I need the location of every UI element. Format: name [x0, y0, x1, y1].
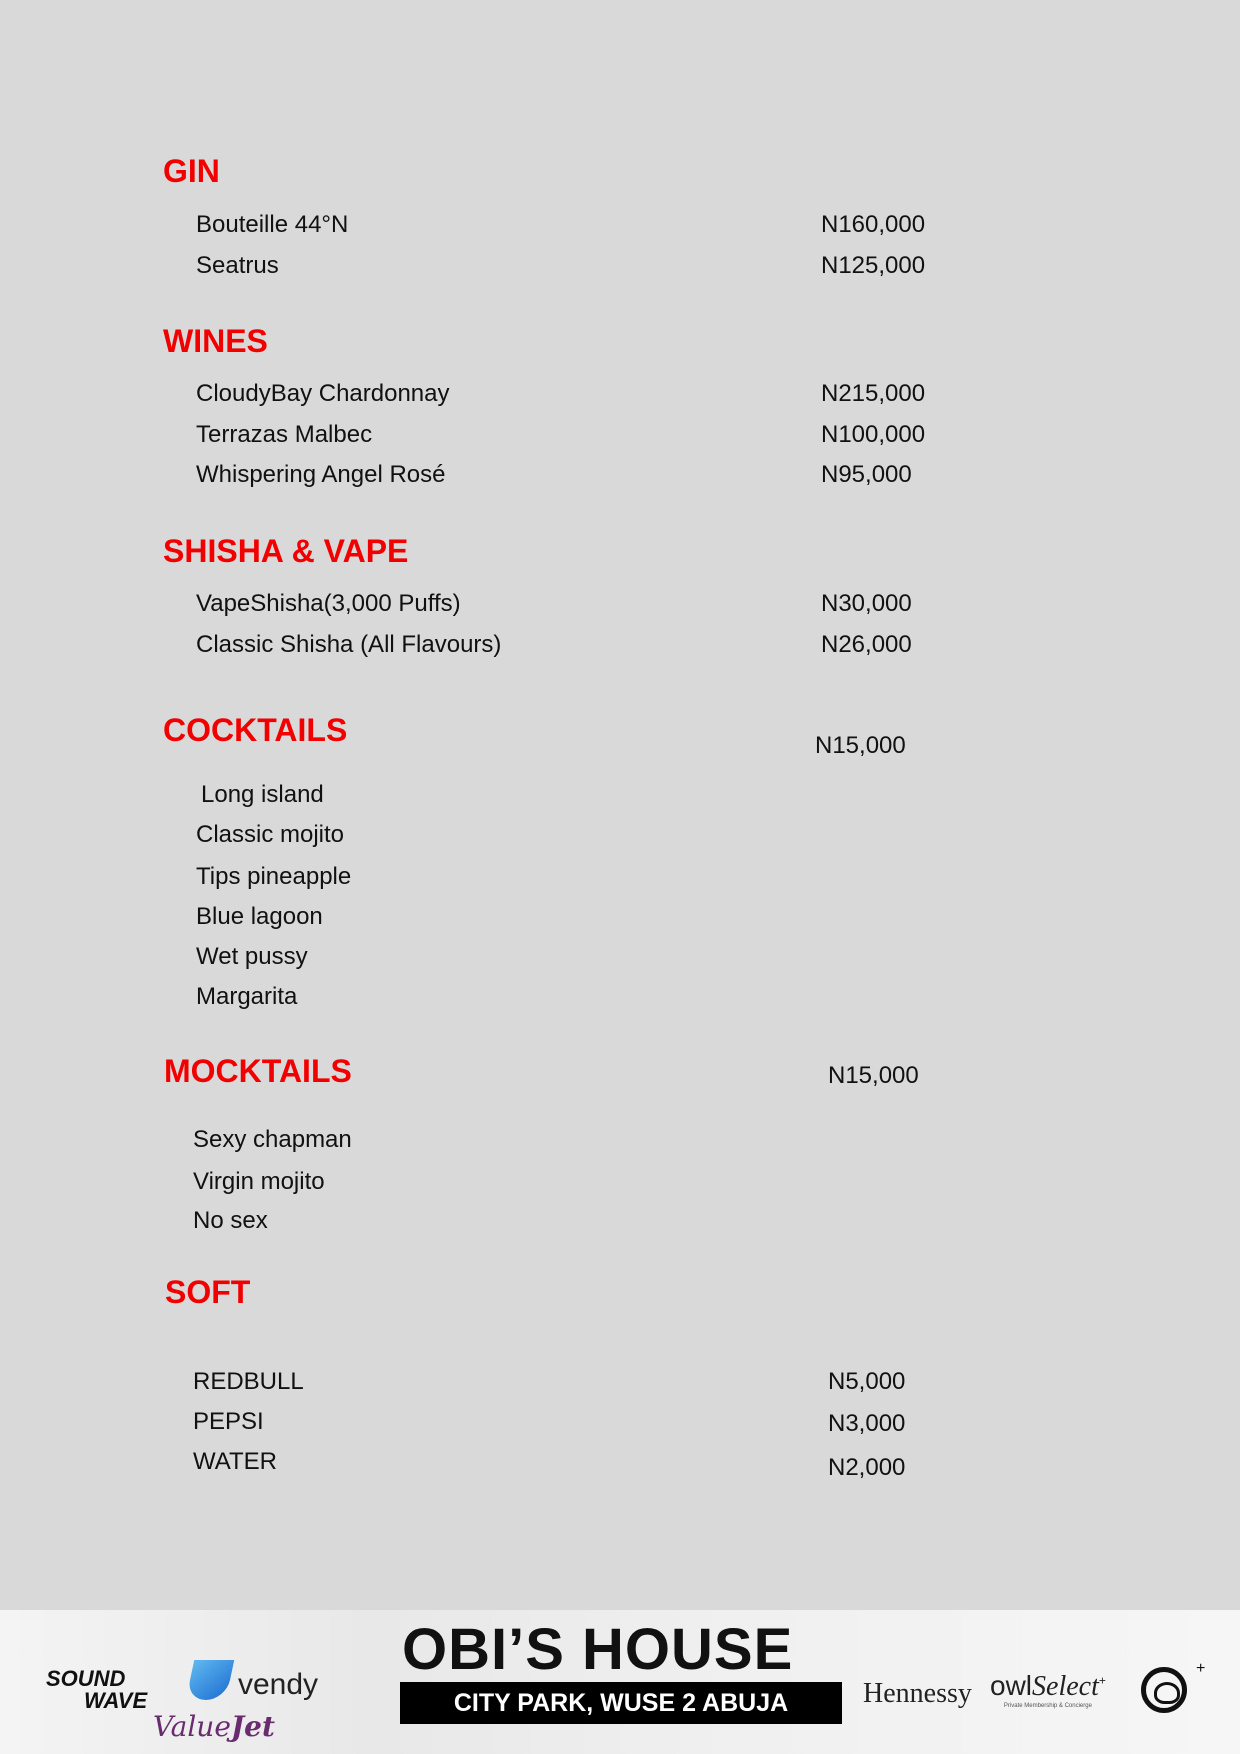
- menu-item-price: N30,000: [821, 590, 912, 617]
- section-heading-shisha-vape: SHISHA & VAPE: [163, 533, 409, 569]
- section-price: N15,000: [828, 1062, 919, 1089]
- section-heading-gin: GIN: [163, 153, 220, 189]
- menu-item: Seatrus: [196, 252, 279, 279]
- menu-item: Wet pussy: [196, 943, 308, 970]
- menu-item: Long island: [201, 781, 324, 808]
- owlselect-logo: owlSelect+ Private Membership & Concierge: [990, 1670, 1106, 1709]
- menu-item-price: N3,000: [828, 1410, 906, 1437]
- valuejet-logo: ValueJet: [153, 1710, 275, 1743]
- menu-item: CloudyBay Chardonnay: [196, 380, 450, 407]
- menu-item-price: N2,000: [828, 1454, 906, 1481]
- menu-item-price: N160,000: [821, 211, 926, 238]
- soundwave-logo: SOUND WAVE: [46, 1666, 148, 1713]
- menu-item: Margarita: [196, 983, 298, 1010]
- section-heading-cocktails: COCKTAILS: [163, 712, 348, 748]
- vendy-logo: vendy: [238, 1668, 319, 1701]
- menu-item: WATER: [193, 1448, 277, 1475]
- section-price: N15,000: [815, 732, 906, 759]
- menu-item: No sex: [193, 1207, 268, 1234]
- menu-item-price: N26,000: [821, 631, 912, 658]
- section-heading-mocktails: MOCKTAILS: [164, 1053, 352, 1089]
- menu-item: PEPSI: [193, 1408, 264, 1435]
- menu-item: Bouteille 44°N: [196, 211, 349, 238]
- menu-item-price: N215,000: [821, 380, 926, 407]
- menu-item: Sexy chapman: [193, 1126, 352, 1153]
- menu-item: Classic mojito: [196, 821, 345, 848]
- menu-item: REDBULL: [193, 1368, 304, 1395]
- menu-item: Virgin mojito: [193, 1168, 325, 1195]
- menu-item: Whispering Angel Rosé: [196, 461, 446, 488]
- venue-name: OBI’S HOUSE: [402, 1617, 794, 1682]
- venue-address: CITY PARK, WUSE 2 ABUJA: [400, 1682, 842, 1724]
- hennessy-logo: Hennessy: [863, 1678, 972, 1709]
- menu-item: Classic Shisha (All Flavours): [196, 631, 502, 658]
- menu-item: Terrazas Malbec: [196, 421, 373, 448]
- menu-item-price: N125,000: [821, 252, 926, 279]
- plus-icon: +: [1196, 1660, 1206, 1677]
- menu-item-price: N95,000: [821, 461, 912, 488]
- menu-item-price: N100,000: [821, 421, 926, 448]
- menu-item: Tips pineapple: [196, 863, 352, 890]
- section-heading-soft: SOFT: [165, 1274, 251, 1310]
- sponsor-footer: [0, 1610, 1240, 1754]
- section-heading-wines: WINES: [163, 323, 268, 359]
- owl-emblem-icon: [1141, 1667, 1187, 1713]
- vendy-logo-icon: [186, 1660, 235, 1700]
- menu-item-price: N5,000: [828, 1368, 906, 1395]
- menu-item: Blue lagoon: [196, 903, 323, 930]
- menu-item: VapeShisha(3,000 Puffs): [196, 590, 461, 617]
